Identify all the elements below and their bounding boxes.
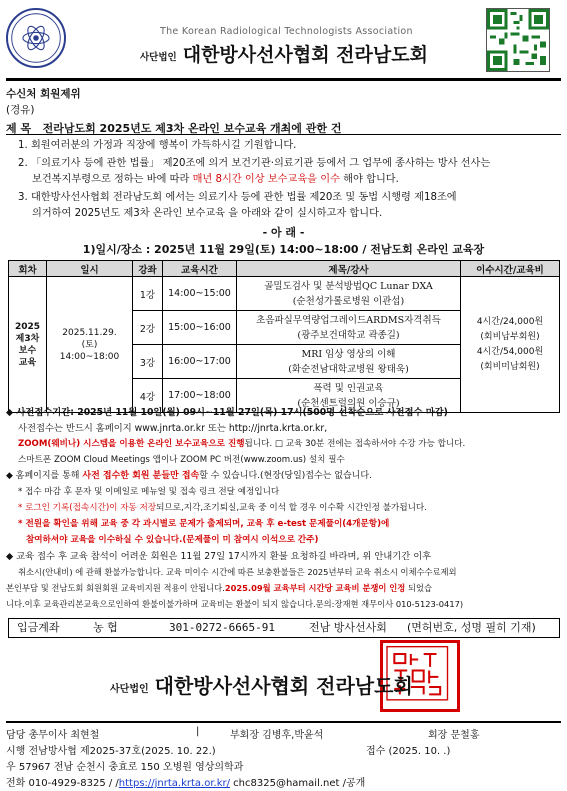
lecture-no: 4강 [133, 379, 163, 413]
footer-receipt: 접수 (2025. 10. .) [366, 746, 451, 757]
note-login-record: * 로그인 기록(접속시간)이 자동 저장되므로,지각,조기퇴실,교육 중 이석 할 경우 이수확 시간인정 불가됩니다. [18, 503, 427, 513]
org-korean-name [140, 40, 428, 67]
table-row [9, 277, 560, 311]
lecture-time: 14:00~15:00 [163, 277, 237, 311]
lecture-title-cell [237, 345, 461, 379]
via: (경유) [6, 104, 35, 116]
bank-account-number[interactable]: 301-0272-6665-91 [169, 621, 275, 634]
col-time: 교육시간 [163, 261, 237, 277]
note-refund-4: 니다.이후 교육관리본교육으로인하여 환불이불가하며 교육비는 환불이 되지 않습니다.문의:장재현 재무이사 010-5123-0417) [6, 599, 464, 609]
subject-rule [6, 134, 561, 135]
note-zoom-install: 스마트폰 ZOOM Cloud Meetings 앱이나 ZOOM PC 버전(www.zoom.us) 설치 필수 [18, 455, 345, 465]
col-fee: 이수시간/교육비 [461, 261, 560, 277]
footer-org-title [110, 670, 413, 699]
col-lecture: 강좌 [133, 261, 163, 277]
footer-enforcement: 시행 전남방사협 제2025-37호(2025. 10. 22.) [6, 746, 216, 757]
footer-org-name: 대한방사선사협회 전라남도회 [154, 674, 413, 698]
col-round: 회차 [9, 261, 47, 277]
bank-label: 입금계좌 [17, 621, 60, 634]
requirement-highlight: 매년 8시간 이상 보수교육을 이수 [192, 174, 340, 185]
subject-label: 제 목 [6, 122, 32, 135]
paragraph-3b: 의거하여 2025년도 제3차 온라인 보수교육 을 아래와 같이 실시하고자 합니다. [32, 208, 383, 219]
note-registration-site: 사전접수는 반드시 홈페이지 www.jnrta.or.kr 또는 http://jnrta.krta.or.kr, [18, 423, 328, 434]
lecture-lecturer: (화순전남대학교병원 왕태욱) [288, 363, 409, 375]
paragraph-3a: 3. 대한방사선사협회 전라남도회 에서는 의료기사 등에 관한 법률 제20조 및 동법 시행령 제18조에 [18, 192, 457, 203]
footer-contact: 전화 010-4929-8325 / /https://jnrta.krta.or.kr/ chc8325@hamail.net /공개 [6, 778, 366, 789]
lecture-no: 1강 [133, 277, 163, 311]
lecture-title: 골밀도검사 및 분석방법QC Lunar DXA [264, 280, 433, 292]
date-cell: 2025.11.29. (토) 14:00~18:00 [47, 277, 133, 413]
note-refund: ◆ 교육 접수 후 교육 참석이 어려운 회원은 11월 27일 17시까지 환불 요청하길 바라며, 위 안내기간 이후 [6, 551, 432, 562]
schedule-table [8, 260, 560, 413]
note-refund-2: 취소시(안내비) 에 관해 환불가능합니다. 교육 미이수 시간에 따른 보충환불들은 2025년부터 교육 취소시 이체수수료제외 [18, 567, 457, 577]
bank-name: 농 협 [93, 621, 118, 634]
note-manual: * 접수 마감 후 문자 및 이메일로 메뉴얼 및 접속 링크 전달 예정입니다 [18, 487, 280, 497]
lecture-title: 폭력 및 인권교육 [313, 382, 384, 394]
qr-code[interactable] [486, 8, 550, 72]
lecture-time: 16:00~17:00 [163, 345, 237, 379]
account-holder: 전남 방사선사회 [309, 621, 387, 634]
lecture-lecturer: (순천센트럴의원 이승규) [297, 397, 400, 409]
lecture-lecturer: (광주보건대학교 곽종길) [297, 329, 400, 341]
lecture-time: 17:00~18:00 [163, 379, 237, 413]
round-cell: 2025 제3차 보수 교육 [9, 277, 47, 413]
footer-vice-president: 부회장 김병후,박윤석 [230, 730, 324, 741]
subject-text: 전라남도회 2025년도 제3차 온라인 보수교육 개최에 관한 건 [42, 122, 342, 135]
note-registration-period: ◆ 사전접수기간: 2025년 11월 10일(월) 09시~11월 27일(목) 17시(500명 선착순으로 사전접수 마감) [6, 407, 448, 418]
datetime-place: 1)일시/장소 : 2025년 11월 29일(토) 14:00~18:00 / 전남도회 온라인 교육장 [82, 243, 485, 256]
note-etest-2: 참여하셔야 교육을 이수하실 수 있습니다.(문제풀이 미 참여시 이석으로 간주) [26, 535, 319, 545]
footer-org-type: 사단법인 [110, 684, 149, 695]
recipient: 수신처 회원제위 [6, 88, 81, 100]
lecture-title-cell [237, 277, 461, 311]
below-heading: - 아 래 - [262, 226, 305, 239]
deposit-note: (면허번호, 성명 필히 기재) [407, 621, 536, 634]
header-rule [6, 78, 561, 81]
note-etest: * 전원을 확인을 위해 교육 중 각 과시별로 문제가 출제되며, 교육 후 e-test 문제풀이(4개문항)에 [18, 519, 390, 529]
footer-website-link[interactable]: https://jnrta.krta.or.kr/ [118, 778, 230, 789]
table-header-row [9, 261, 560, 277]
lecture-title: MRI 임상 영상의 이해 [301, 348, 396, 360]
footer-rule [6, 721, 561, 723]
col-date: 일시 [47, 261, 133, 277]
note-zoom: ZOOM(웨비나) 시스템을 이용한 온라인 보수교육으로 진행됩니다. □ 교육 30분 전에는 접속하셔야 수강 가능 합니다. [18, 439, 466, 449]
org-type: 사단법인 [140, 51, 177, 63]
lecture-title-cell [237, 311, 461, 345]
lecture-lecturer: (순천성가롤로병원 이관섭) [292, 295, 405, 307]
footer-president: 회장 문철홍 [428, 730, 480, 741]
footer-address: 우 57967 전남 순천시 충효로 150 오병원 영상의학과 [6, 762, 244, 773]
fee-cell: 4시간/24,000원 (회비납부회원) 4시간/54,000원 (회비미납회원) [461, 277, 560, 413]
bank-account-box [8, 618, 560, 638]
paragraph-2a: 2. 「의료기사 등에 관한 법률」 제20조에 의거 보건기관·의료기관 등에서 그 업무에 종사하는 방사 선사는 [18, 158, 491, 169]
note-preregistered-only: ◆ 홈페이지를 통해 사전 접수한 회원 분들만 접속할 수 있습니다.(현장(당일)접수는 없습니다. [6, 471, 372, 481]
association-logo [6, 8, 66, 68]
note-refund-3: 본인부담 및 전남도회 회원회원 교육비지원 적용이 안됩니다.2025.09월 교육부터 시간당 교육비 분쟁이 인정 되었습 [6, 583, 433, 593]
paragraph-2b: 보건복지부령으로 정하는 바에 따라 매년 8시간 이상 보수교육을 이수 해야 합니다. [32, 174, 399, 185]
lecture-title: 초음파실무역량업그레이드ARDMS자격취득 [256, 314, 441, 326]
col-title: 제목/강사 [237, 261, 461, 277]
lecture-no: 2강 [133, 311, 163, 345]
org-name: 대한방사선사협회 전라남도회 [182, 44, 428, 66]
org-english-name: The Korean Radiological Technologists Association [160, 26, 413, 37]
lecture-no: 3강 [133, 345, 163, 379]
paragraph-1: 1. 회원여러분의 가정과 직장에 행복이 가득하시길 기원합니다. [18, 140, 297, 151]
footer-divider: | [196, 726, 200, 737]
lecture-time: 15:00~16:00 [163, 311, 237, 345]
footer-staff-line [6, 726, 99, 741]
footer-manager: 담당 총무이사 최현철 [6, 730, 100, 741]
